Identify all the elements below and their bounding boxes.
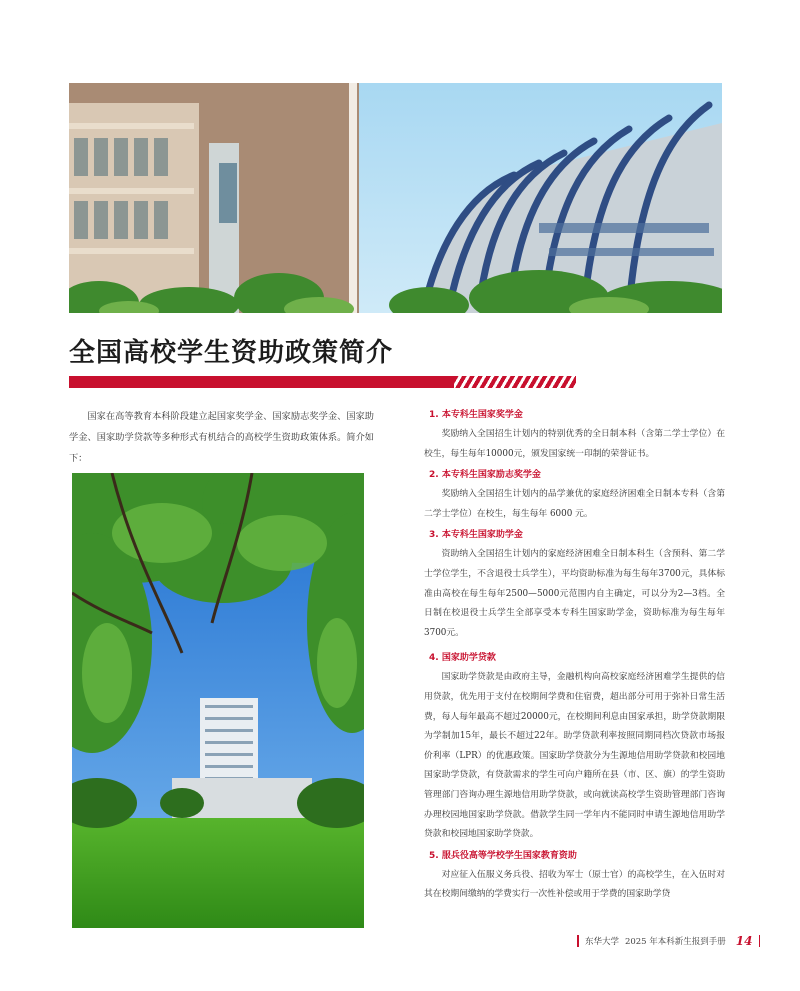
title-underline-solid bbox=[69, 376, 454, 388]
section-body-1: 奖励纳入全国招生计划内的特别优秀的全日制本科（含第二学士学位）在校生，每生每年10000元，颁发国家统一印制的荣誉证书。 bbox=[424, 429, 725, 459]
footer-handbook: 2025 年本科新生报到手册 bbox=[624, 937, 726, 947]
footer-divider-left bbox=[577, 935, 579, 947]
hero-photo bbox=[69, 83, 722, 313]
section-body-5: 对应征入伍服义务兵役、招收为军士（原士官）的高校学生，在入伍时对其在校期间缴纳的学费实行一次性补偿或用于学费的国家助学贷 bbox=[424, 869, 725, 900]
section-heading-5: 5. 服兵役高等学校学生国家教育资助 bbox=[429, 850, 577, 861]
section-heading-1: 1. 本专科生国家奖学金 bbox=[429, 410, 523, 420]
title-underline bbox=[69, 376, 576, 388]
footer-school: 东华大学 bbox=[584, 937, 619, 947]
title-underline-stripes bbox=[454, 376, 576, 388]
policy-list bbox=[424, 404, 725, 905]
section-heading-3: 3. 本专科生国家助学金 bbox=[429, 530, 523, 541]
section-body-3: 资助纳入全国招生计划内的家庭经济困难全日制本科生（含预科、第二学士学位学生，不含退役士兵学生），平均资助标准为每生每年3700元，具体标准由高校在每生每年2500—5000元范围内自主确定，可以分为2—3档。全日制在校退役士兵学生全部享受本专科生国家助学金，资助标准为每生每年3700元。 bbox=[424, 549, 725, 638]
footer-divider-right bbox=[759, 935, 761, 947]
page-number: 14 bbox=[735, 934, 753, 948]
section-heading-2: 2. 本专科生国家励志奖学金 bbox=[429, 470, 541, 481]
section-heading-4: 4. 国家助学贷款 bbox=[429, 653, 496, 664]
page-footer bbox=[577, 934, 760, 948]
campus-photo bbox=[72, 473, 364, 928]
page-title: 全国高校学生资助政策简介 bbox=[69, 338, 394, 368]
section-body-4: 国家助学贷款是由政府主导，金融机构向高校家庭经济困难学生提供的信用贷款，优先用于支付在校期间学费和住宿费，超出部分可用于弥补日常生活费，每人每年最高不超过20000元，在校期间利息由国家承担，助学贷款期限为学制加15年，最长不超过22年。助学贷款利率按照同期同档次贷款市场报价利率（LPR）的优惠政策。国家助学贷款分为生源地信用助学贷款和校园地国家助学贷款，有贷款需求的学生可向户籍所在县（市、区、旗）的学生资助管理部门咨询办理生源地信用助学贷款，或向就读高校学生资助管理部门咨询办理校园地国家助学贷款。借款学生同一学年内不能同时申请生源地信用助学贷款和校园地国家助学贷款。 bbox=[424, 672, 725, 840]
intro-paragraph: 国家在高等教育本科阶段建立起国家奖学金、国家励志奖学金、国家助学金、国家助学贷款等多种形式有机结合的高校学生资助政策体系。简介如下： bbox=[69, 411, 374, 464]
section-body-2: 奖励纳入全国招生计划内的品学兼优的家庭经济困难全日制本专科（含第二学士学位）在校生，每生每年 6000 元。 bbox=[424, 489, 725, 519]
